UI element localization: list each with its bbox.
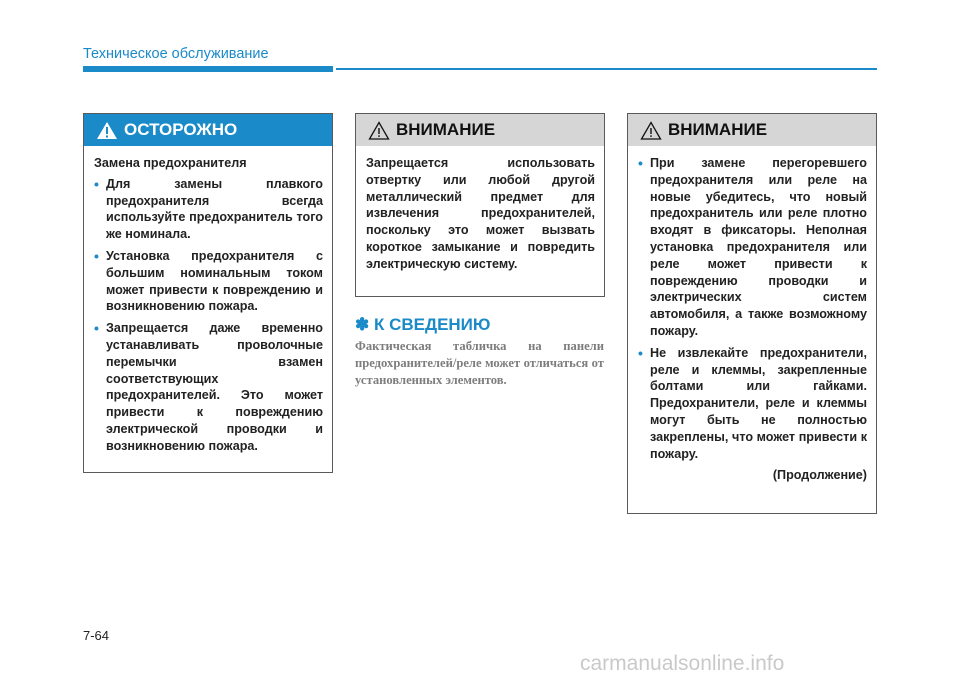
caution-box-1-header — [356, 114, 604, 146]
warning-triangle-icon — [368, 121, 390, 140]
danger-box-header — [84, 114, 332, 146]
list-item: • Для замены плавкого предохранителя всегда используйте предохранитель того же номинала. — [94, 175, 323, 242]
caution-box-1-heading: ВНИМАНИЕ — [396, 120, 496, 139]
danger-box-intro: Замена предохранителя — [94, 156, 247, 170]
warning-triangle-icon — [640, 121, 662, 140]
watermark: carmanualsonline.info — [580, 652, 785, 675]
caution-box-2-body — [628, 146, 876, 492]
caution-box-2-header — [628, 114, 876, 146]
list-item: • При замене перегоревшего предохранителя или реле на новые убедитесь, что новый предохранитель или реле плотно входят в фиксаторы. Неполная установка предохранителя или реле может привести к повреждению проводки и электрических систем автомобиля, а также возможному пожару. — [638, 155, 867, 338]
caution-box-2-heading: ВНИМАНИЕ — [668, 120, 768, 139]
page-number: 7-64 — [83, 628, 110, 643]
list-item: • Запрещается даже временно устанавливать проволочные перемычки взамен соответствующих предохранителей. Это может привести к повреждению электрической проводки и возникновению пожара. — [94, 320, 323, 453]
caution-box-1-body — [356, 146, 604, 285]
caution-box-2 — [627, 113, 877, 514]
section-title: Техническое обслуживание — [83, 46, 269, 62]
danger-box-heading: ОСТОРОЖНО — [124, 120, 238, 139]
list-item: • Не извлекайте предохранители, реле и клеммы, закрепленные болтами или гайками. Предохранители, реле и клеммы могут быть не полностью закреплены, что может привести к пожару. — [638, 344, 867, 461]
warning-triangle-icon — [96, 121, 118, 140]
caution-box-1-text: Запрещается использовать отвертку или любой другой металлический предмет для извлечения предохранителей, поскольку это может вызвать короткое замыкание и повредить электрическую систему. — [366, 156, 595, 271]
note-title: ✽ К СВЕДЕНИЮ — [355, 315, 491, 334]
caution-box-1 — [355, 113, 605, 297]
list-item: • Установка предохранителя с большим номинальным током может привести к повреждению и возникновению пожара. — [94, 247, 323, 314]
header-divider-thick — [83, 66, 333, 72]
header-divider-thin — [336, 68, 877, 70]
danger-box-body — [84, 146, 332, 468]
note-body: Фактическая табличка на панели предохранителей/реле может отличаться от установленных элементов. — [355, 339, 604, 387]
continued-label: (Продолжение) — [772, 468, 867, 483]
danger-box — [83, 113, 333, 473]
